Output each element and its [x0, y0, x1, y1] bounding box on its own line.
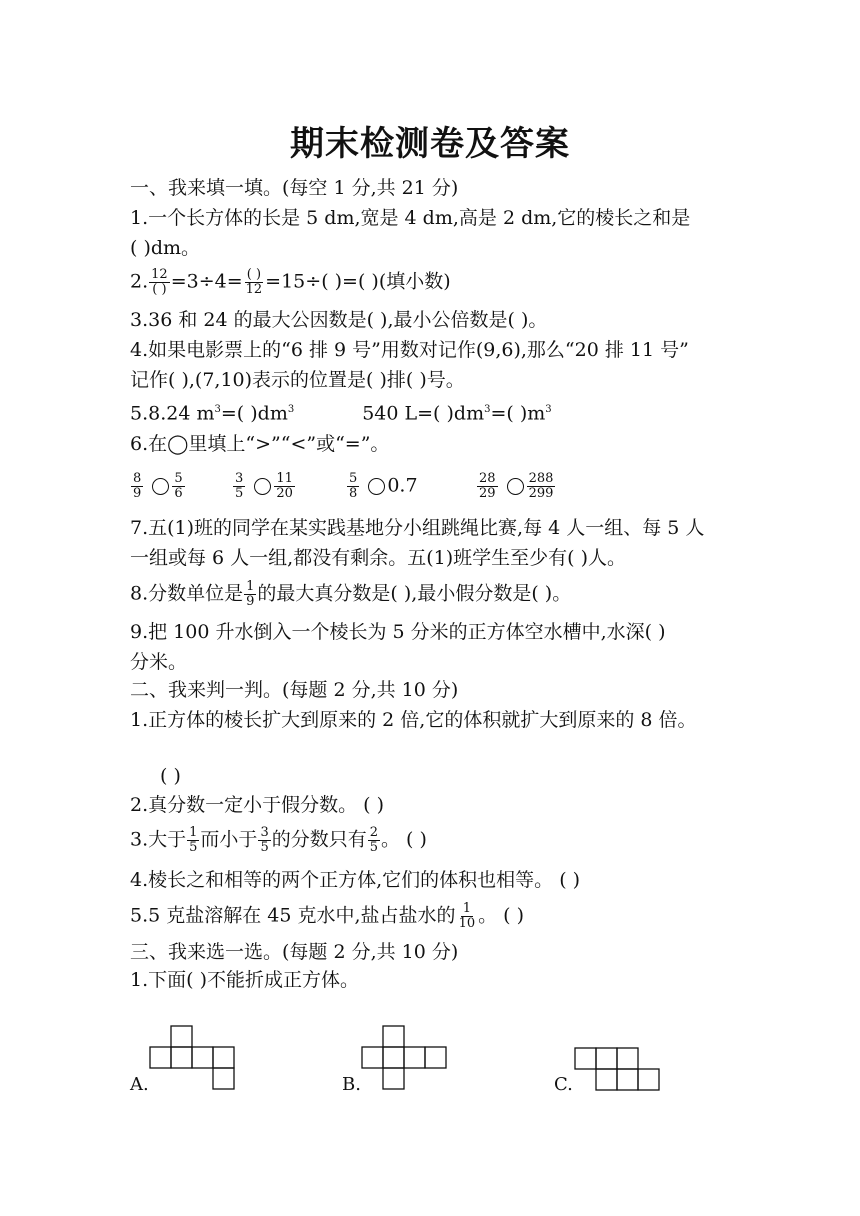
- fraction: [244, 580, 256, 609]
- q5-suffix: 。 ( ): [478, 904, 525, 927]
- cube-net-b: [362, 1026, 452, 1092]
- page-title: 期末检测卷及答案: [290, 124, 570, 164]
- fraction: [149, 268, 170, 297]
- question-1-5: [130, 398, 552, 425]
- q3-suffix: 。 ( ): [381, 828, 427, 851]
- fraction-denominator: 299: [528, 486, 554, 501]
- fraction: [368, 826, 380, 855]
- exponent: 3: [545, 404, 552, 415]
- fraction-numerator: 11: [276, 471, 293, 486]
- fraction-numerator: 8: [133, 471, 142, 486]
- fraction: [477, 472, 498, 501]
- fraction-denominator: 10: [458, 916, 476, 931]
- compare-circle[interactable]: [368, 478, 385, 495]
- q8-suffix: 的最大真分数是( ),最小假分数是( )。: [257, 582, 572, 605]
- question-1-6: 6.在◯里填上“>”“<”或“=”。: [130, 433, 390, 455]
- compare-item-2: [232, 472, 296, 501]
- question-1-4-line-2: 记作( ),(7,10)表示的位置是( )排( )号。: [130, 369, 465, 391]
- question-2-2: 2.真分数一定小于假分数。 ( ): [130, 794, 385, 816]
- fraction-denominator: 5: [260, 840, 269, 855]
- q2-middle: =3÷4=: [170, 270, 243, 293]
- compare-circle[interactable]: [507, 478, 524, 495]
- answer-paren[interactable]: ( ): [160, 765, 181, 787]
- q3-middle: 而小于: [200, 828, 258, 851]
- fraction-denominator: 29: [479, 486, 496, 501]
- fraction-denominator: 12: [245, 282, 263, 297]
- question-1-8: [130, 580, 571, 609]
- q5-part-b2: =( )m: [490, 402, 546, 425]
- fraction: [274, 472, 295, 501]
- fraction: [527, 472, 556, 501]
- question-1-1-line-2: ( )dm。: [130, 237, 201, 259]
- compare-circle[interactable]: [254, 478, 271, 495]
- fraction: [233, 472, 245, 501]
- q2-prefix: 2.: [130, 270, 149, 293]
- fraction: [244, 268, 265, 297]
- question-1-7-line-2: 一组或每 6 人一组,都没有剩余。五(1)班学生至少有( )人。: [130, 547, 626, 569]
- fraction: [258, 826, 270, 855]
- compare-circle[interactable]: [152, 478, 169, 495]
- section-1-heading: 一、我来填一填。(每空 1 分,共 21 分): [130, 177, 459, 199]
- q8-prefix: 8.分数单位是: [130, 582, 244, 605]
- fraction-denominator: 5: [369, 840, 379, 855]
- exponent: 3: [484, 404, 491, 415]
- question-2-5: [130, 902, 524, 931]
- section-2-heading: 二、我来判一判。(每题 2 分,共 10 分): [130, 679, 459, 701]
- fraction-numerator: 3: [235, 471, 244, 486]
- q5-part-b: 540 L=( )dm: [362, 402, 485, 425]
- fraction-numerator: 2: [369, 825, 379, 840]
- compare-item-1: [130, 472, 186, 501]
- exponent: 3: [287, 404, 295, 415]
- fraction-denominator: 8: [349, 486, 358, 501]
- cube-net-a: [150, 1026, 240, 1092]
- fraction-denominator: 6: [174, 486, 183, 501]
- fraction-denominator: 5: [189, 840, 198, 855]
- fraction: [457, 902, 478, 931]
- fraction: [187, 826, 199, 855]
- question-2-3: [130, 826, 427, 855]
- question-2-4: 4.棱长之和相等的两个正方体,它们的体积也相等。 ( ): [130, 869, 581, 891]
- question-1-9-line-1: 9.把 100 升水倒入一个棱长为 5 分米的正方体空水槽中,水深( ): [130, 621, 666, 643]
- section-3-heading: 三、我来选一选。(每题 2 分,共 10 分): [130, 941, 459, 963]
- fraction-denominator: 20: [276, 486, 293, 501]
- option-c-label[interactable]: C.: [554, 1074, 573, 1095]
- fraction: [347, 472, 359, 501]
- fraction-denominator: 5: [235, 486, 244, 501]
- q2-suffix: =15÷( )=( )(填小数): [265, 270, 451, 293]
- fraction-denominator: ( ): [152, 282, 167, 297]
- fraction: [172, 472, 184, 501]
- q3-prefix: 3.大于: [130, 828, 187, 851]
- fraction-denominator: 9: [133, 486, 142, 501]
- fraction-numerator: ( ): [246, 267, 262, 282]
- cube-net-c: [575, 1048, 665, 1092]
- option-b-label[interactable]: B.: [342, 1074, 361, 1095]
- question-1-9-line-2: 分米。: [130, 651, 188, 673]
- question-2-1: 1.正方体的棱长扩大到原来的 2 倍,它的体积就扩大到原来的 8 倍。: [130, 709, 697, 731]
- fraction-numerator: 5: [174, 471, 183, 486]
- fraction-numerator: 1: [246, 579, 255, 594]
- exponent: 3: [214, 404, 221, 415]
- question-1-4-line-1: 4.如果电影票上的“6 排 9 号”用数对记作(9,6),那么“20 排 11 号”: [130, 339, 689, 361]
- q5-prefix: 5.5 克盐溶解在 45 克水中,盐占盐水的: [130, 904, 456, 927]
- q5-part-a: 5.8.24 m: [130, 402, 215, 425]
- fraction-denominator: 9: [246, 594, 255, 609]
- fraction-numerator: 1: [189, 825, 198, 840]
- fraction-numerator: 1: [462, 901, 471, 916]
- compare-value: 0.7: [387, 474, 418, 497]
- fraction-numerator: 12: [151, 267, 168, 282]
- fraction-numerator: 28: [479, 471, 496, 486]
- question-1-1-line-1: 1.一个长方体的长是 5 dm,宽是 4 dm,高是 2 dm,它的棱长之和是: [130, 207, 691, 229]
- question-1-2: [130, 268, 451, 297]
- question-3-1: 1.下面( )不能折成正方体。: [130, 969, 359, 991]
- q3-middle-2: 的分数只有: [271, 828, 367, 851]
- compare-item-4: [476, 472, 556, 501]
- fraction-numerator: 3: [260, 825, 269, 840]
- compare-item-3: [346, 472, 418, 501]
- question-1-7-line-1: 7.五(1)班的同学在某实践基地分小组跳绳比赛,每 4 人一组、每 5 人: [130, 517, 705, 539]
- fraction-numerator: 288: [528, 471, 554, 486]
- question-1-3: 3.36 和 24 的最大公因数是( ),最小公倍数是( )。: [130, 309, 548, 331]
- option-a-label[interactable]: A.: [130, 1074, 149, 1095]
- fraction-numerator: 5: [349, 471, 358, 486]
- fraction: [131, 472, 143, 501]
- q5-part-a2: =( )dm: [220, 402, 288, 425]
